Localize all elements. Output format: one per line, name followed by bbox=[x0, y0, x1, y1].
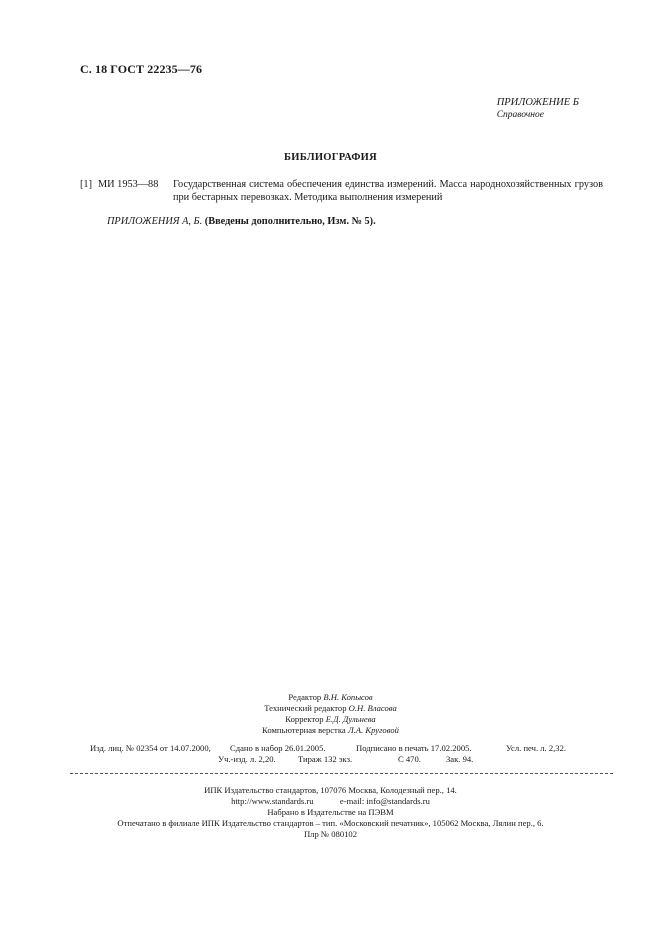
annex-subtitle: Справочное bbox=[496, 110, 544, 120]
credits-block bbox=[0, 692, 661, 736]
page-header: С. 18 ГОСТ 22235—76 bbox=[80, 62, 203, 76]
amendment-note-change: (Введены дополнительно, Изм. № 5). bbox=[204, 216, 376, 227]
print-edition-sheets: Уч.-изд. л. 2,20. bbox=[218, 754, 276, 764]
section-title: БИБЛИОГРАФИЯ bbox=[284, 152, 377, 163]
publisher-license: Плр № 080102 bbox=[303, 829, 358, 839]
publisher-block bbox=[0, 785, 661, 840]
print-code: С 470. bbox=[398, 754, 421, 764]
credit-role: Редактор bbox=[288, 692, 322, 702]
credit-line bbox=[0, 725, 661, 736]
print-typeset-date: Сдано в набор 26.01.2005. bbox=[230, 743, 326, 753]
print-info bbox=[90, 743, 613, 765]
credit-name: О.Н. Власова bbox=[348, 703, 397, 713]
publisher-email: e-mail: info@standards.ru bbox=[339, 796, 430, 806]
print-signed-date: Подписано в печать 17.02.2005. bbox=[356, 743, 472, 753]
credit-name: В.Н. Копысов bbox=[323, 692, 373, 702]
print-license: Изд. лиц. № 02354 от 14.07.2000, bbox=[90, 743, 211, 753]
amendment-note bbox=[107, 216, 376, 227]
bibliography-code: МИ 1953—88 bbox=[98, 179, 159, 190]
credit-role: Компьютерная верстка bbox=[262, 725, 346, 735]
publisher-typeset: Набрано в Издательстве на ПЭВМ bbox=[267, 807, 394, 817]
publisher-address: ИПК Издательство стандартов, 107076 Москва, Колодезный пер., 14. bbox=[204, 785, 457, 795]
publisher-printed: Отпечатано в филиале ИПК Издательство стандартов – тип. «Московский печатник», 105062 Москва, Лялин пер., 6. bbox=[117, 818, 544, 828]
credit-name: Е.Д. Дульнева bbox=[325, 714, 376, 724]
bibliography-entry bbox=[80, 178, 603, 204]
credit-name: Л.А. Круговой bbox=[347, 725, 399, 735]
credit-line bbox=[0, 692, 661, 703]
bibliography-text: Государственная система обеспечения единства измерений. Масса народнохозяйственных грузов при бестарных перевозках. Методика выполнения измерений bbox=[173, 179, 603, 203]
credit-role: Технический редактор bbox=[264, 703, 347, 713]
print-run: Тираж 132 экз. bbox=[298, 754, 353, 764]
bibliography-number: [1] bbox=[80, 179, 93, 190]
amendment-note-annexes: ПРИЛОЖЕНИЯ А, Б. bbox=[107, 216, 203, 227]
print-sheets: Усл. печ. л. 2,32. bbox=[506, 743, 567, 753]
credit-line bbox=[0, 703, 661, 714]
annex-heading bbox=[497, 97, 579, 121]
credit-role: Корректор bbox=[285, 714, 324, 724]
print-order: Зак. 94. bbox=[446, 754, 474, 764]
print-info-row bbox=[90, 754, 613, 765]
print-info-row bbox=[90, 743, 613, 754]
divider bbox=[70, 773, 613, 774]
publisher-contacts bbox=[0, 796, 661, 807]
publisher-site: http://www.standards.ru bbox=[231, 796, 314, 806]
annex-title: ПРИЛОЖЕНИЕ Б bbox=[496, 97, 579, 108]
credit-line bbox=[0, 714, 661, 725]
bibliography-list bbox=[80, 178, 603, 204]
